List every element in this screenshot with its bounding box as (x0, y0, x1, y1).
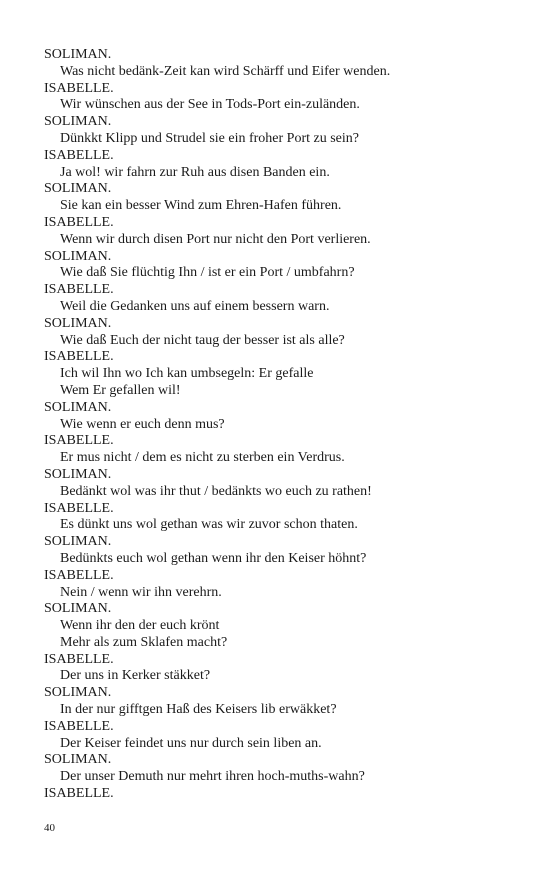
speaker-name: ISABELLE. (44, 718, 114, 734)
speaker-name: SOLIMAN. (44, 752, 112, 768)
speaker-name: SOLIMAN. (44, 601, 112, 617)
speaker-name: SOLIMAN. (44, 181, 112, 197)
verse-line: Wem Er gefallen wil! (60, 382, 181, 398)
speaker-name: SOLIMAN. (44, 248, 112, 264)
verse-line: Nein / wenn wir ihn verehrn. (60, 584, 222, 600)
verse-line: Mehr als zum Sklafen macht? (60, 634, 228, 650)
dialogue-text (44, 47, 514, 803)
verse-line: In der nur gifftgen Haß des Keisers lib erwäkket? (60, 702, 337, 718)
speaker-name: ISABELLE. (44, 147, 114, 163)
speaker-name: SOLIMAN. (44, 47, 112, 62)
speaker-name: SOLIMAN. (44, 466, 112, 482)
verse-line: Wir wünschen aus der See in Tods-Port ein-zuländen. (60, 97, 360, 113)
speaker-name: SOLIMAN. (44, 685, 112, 701)
speaker-name: SOLIMAN. (44, 315, 112, 331)
speaker-name: ISABELLE. (44, 349, 114, 365)
verse-line: Sie kan ein besser Wind zum Ehren-Hafen führen. (60, 198, 342, 214)
verse-line: Wenn ihr den der euch krönt (60, 618, 220, 634)
verse-line: Der uns in Kerker stäkket? (60, 668, 211, 684)
verse-line: Bedünkts euch wol gethan wenn ihr den Keiser höhnt? (60, 550, 367, 566)
verse-line: Der unser Demuth nur mehrt ihren hoch-muths-wahn? (60, 769, 365, 785)
verse-line: Bedänkt wol was ihr thut / bedänkts wo euch zu rathen! (60, 483, 372, 499)
speaker-name: ISABELLE. (44, 80, 114, 96)
verse-line: Was nicht bedänk-Zeit kan wird Schärff und Eifer wenden. (60, 63, 391, 79)
verse-line: Wie daß Euch der nicht taug der besser ist als alle? (60, 332, 345, 348)
verse-line: Es dünkt uns wol gethan was wir zuvor schon thaten. (60, 517, 358, 533)
speaker-name: SOLIMAN. (44, 534, 112, 550)
verse-line: Ich wil Ihn wo Ich kan umbsegeln: Er gefalle (60, 366, 314, 382)
speaker-name: SOLIMAN. (44, 114, 112, 130)
verse-line: Wie daß Sie flüchtig Ihn / ist er ein Port / umbfahrn? (60, 265, 355, 281)
verse-line: Ja wol! wir fahrn zur Ruh aus disen Banden ein. (60, 164, 330, 180)
speaker-name: ISABELLE. (44, 786, 114, 802)
page-number: 40 (44, 822, 55, 834)
speaker-name: SOLIMAN. (44, 399, 112, 415)
verse-line: Weil die Gedanken uns auf einem bessern warn. (60, 298, 330, 314)
speaker-name: ISABELLE. (44, 500, 114, 516)
speaker-name: ISABELLE. (44, 567, 114, 583)
verse-line: Der Keiser feindet uns nur durch sein liben an. (60, 735, 322, 751)
verse-line: Dünkkt Klipp und Strudel sie ein froher Port zu sein? (60, 130, 360, 146)
speaker-name: ISABELLE. (44, 433, 114, 449)
speaker-name: ISABELLE. (44, 651, 114, 667)
speaker-name: ISABELLE. (44, 282, 114, 298)
speaker-name: ISABELLE. (44, 214, 114, 230)
verse-line: Er mus nicht / dem es nicht zu sterben ein Verdrus. (60, 450, 345, 466)
verse-line: Wenn wir durch disen Port nur nicht den Port verlieren. (60, 231, 371, 247)
verse-line: Wie wenn er euch denn mus? (60, 416, 225, 432)
